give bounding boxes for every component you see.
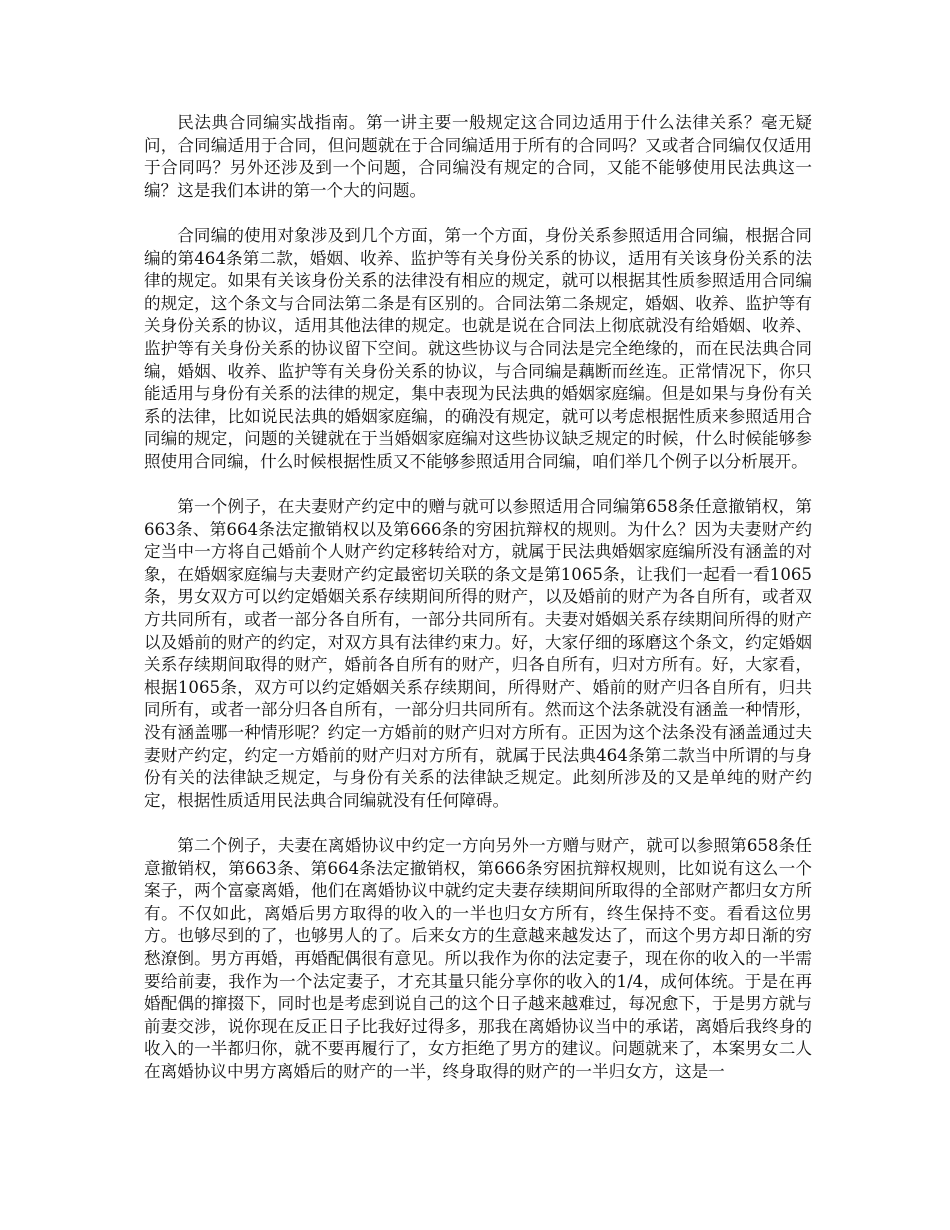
- paragraph-scope: 合同编的使用对象涉及到几个方面，第一个方面，身份关系参照适用合同编，根据合同编的第464条第二款，婚姻、收养、监护等有关身份关系的协议，适用有关该身份关系的法律的规定。如果有关该身份关系的法律没有相应的规定，就可以根据其性质参照适用合同编的规定，这个条文与合同法第二条是有区别的。合同法第二条规定，婚姻、收养、监护等有关身份关系的协议，适用其他法律的规定。也就是说在合同法上彻底就没有给婚姻、收养、监护等有关身份关系的协议留下空间。就这些协议与合同法是完全绝缘的，而在民法典合同编，婚姻、收养、监护等有关身份关系的协议，与合同编是藕断而丝连。正常情况下，你只能适用与身份有关系的法律的规定，集中表现为民法典的婚姻家庭编。但是如果与身份有关系的法律，比如说民法典的婚姻家庭编，的确没有规定，就可以考虑根据性质来参照适用合同编的规定，问题的关键就在于当婚姻家庭编对这些协议缺乏规定的时候，什么时候能够参照使用合同编，什么时候根据性质又不能够参照适用合同编，咱们举几个例子以分析展开。: [144, 225, 812, 471]
- paragraph-intro: 民法典合同编实战指南。第一讲主要一般规定这合同边适用于什么法律关系？毫无疑问，合同编适用于合同，但问题就在于合同编适用于所有的合同吗？又或者合同编仅仅适用于合同吗？另外还涉及到一个问题，合同编没有规定的合同，又能不能够使用民法典这一编？这是我们本讲的第一个大的问题。: [144, 113, 812, 200]
- paragraph-example-two: 第二个例子，夫妻在离婚协议中约定一方向另外一方赠与财产，就可以参照第658条任意撤销权，第663条、第664条法定撤销权，第666条穷困抗辩权规则，比如说有这么一个案子，两个富豪离婚，他们在离婚协议中就约定夫妻存续期间所取得的全部财产都归女方所有。不仅如此，离婚后男方取得的收入的一半也归女方所有，终生保持不变。看看这位男方。也够尽到的了，也够男人的了。后来女方的生意越来越发达了，而这个男方却日渐的穷愁潦倒。男方再婚，再婚配偶很有意见。所以我作为你的法定妻子，现在你的收入的一半需要给前妻，我作为一个法定妻子，才充其量只能分享你的收入的1/4，成何体统。于是在再婚配偶的撺掇下，同时也是考虑到说自己的这个日子越来越难过，每况愈下，于是男方就与前妻交涉，说你现在反正日子比我好过得多，那我在离婚协议当中的承诺，离婚后我终身的收入的一半都归你，就不要再履行了，女方拒绝了男方的建议。问题就来了，本案男女二人在离婚协议中男方离婚后的财产的一半，终身取得的财产的一半归女方，这是一: [144, 836, 812, 1081]
- paragraph-example-one: 第一个例子，在夫妻财产约定中的赠与就可以参照适用合同编第658条任意撤销权，第663条、第664条法定撤销权以及第666条的穷困抗辩权的规则。为什么？因为夫妻财产约定当中一方将自己婚前个人财产约定移转给对方，就属于民法典婚姻家庭编所没有涵盖的对象，在婚姻家庭编与夫妻财产约定最密切关联的条文是第1065条，让我们一起看一看1065条，男女双方可以约定婚姻关系存续期间所得的财产，以及婚前的财产为各自所有，或者双方共同所有，或者一部分各自所有，一部分共同所有。夫妻对婚姻关系存续期间所得的财产以及婚前的财产的约定，对双方具有法律约束力。好，大家仔细的琢磨这个条文，约定婚姻关系存续期间取得的财产，婚前各自所有的财产，归各自所有，归对方所有。好，大家看，根据1065条，双方可以约定婚姻关系存续期间，所得财产、婚前的财产归各自所有，归共同所有，或者一部分归各自所有，一部分归共同所有。然而这个法条就没有涵盖一种情形，没有涵盖哪一种情形呢？约定一方婚前的财产归对方所有。正因为这个法条没有涵盖通过夫妻财产约定，约定一方婚前的财产归对方所有，就属于民法典464条第二款当中所谓的与身份有关的法律缺乏规定，与身份有关系的法律缺乏规定。此刻所涉及的又是单纯的财产约定，根据性质适用民法典合同编就没有任何障碍。: [144, 497, 812, 810]
- document-page: [144, 112, 812, 1106]
